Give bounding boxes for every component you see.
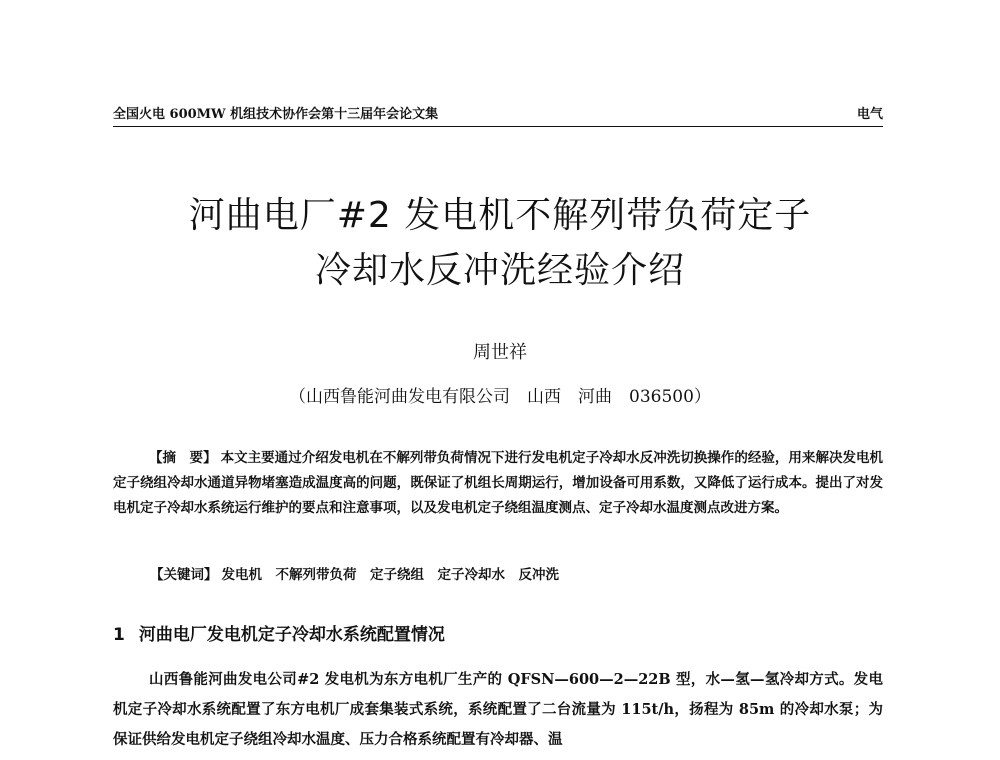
abstract [113, 446, 883, 521]
abstract-label: 【摘 要】 [149, 450, 217, 466]
keywords-text: 发电机 不解列带负荷 定子绕组 定子冷却水 反冲洗 [221, 567, 559, 583]
header-section-label: 电气 [856, 107, 883, 122]
paper-title [0, 188, 1000, 298]
author-name: 周世祥 [473, 342, 527, 363]
paragraph-text: 山西鲁能河曲发电公司#2 发电机为东方电机厂生产的 QFSN—600—2—22B 型，水—氢—氢冷却方式。发电机定子冷却水系统配置了东方电机厂成套集装式系统，系统配置了二台流量为 115t/h，扬程为 85m 的冷却水泵；为保证供给发电机定子绕组冷却水温度、压力合格系统配置有冷却器、温 [113, 671, 883, 748]
keywords [150, 563, 883, 583]
running-header [113, 105, 883, 127]
title-line-2: 冷却水反冲洗经验介绍 [314, 250, 685, 291]
header-proceedings-title: 全国火电 600MW 机组技术协作会第十三届年会论文集 [113, 107, 439, 122]
section-heading [113, 620, 445, 645]
title-line-1: 河曲电厂#2 发电机不解列带负荷定子 [188, 195, 812, 236]
section-paragraph [113, 665, 883, 755]
abstract-text: 本文主要通过介绍发电机在不解列带负荷情况下进行发电机定子冷却水反冲洗切换操作的经验，用来解决发电机定子绕组冷却水通道异物堵塞造成温度高的问题，既保证了机组长周期运行，增加设备可用系数，又降低了运行成本。提出了对发电机定子冷却水系统运行维护的要点和注意事项，以及发电机定子绕组温度测点、定子冷却水温度测点改进方案。 [113, 450, 884, 516]
author-affiliation: （山西鲁能河曲发电有限公司 山西 河曲 036500） [289, 387, 711, 407]
keywords-label: 【关键词】 [150, 567, 218, 583]
paragraph-indent [113, 671, 149, 688]
abstract-indent [113, 450, 149, 466]
section-title: 河曲电厂发电机定子冷却水系统配置情况 [138, 625, 445, 645]
section-number: 1 [113, 625, 125, 645]
